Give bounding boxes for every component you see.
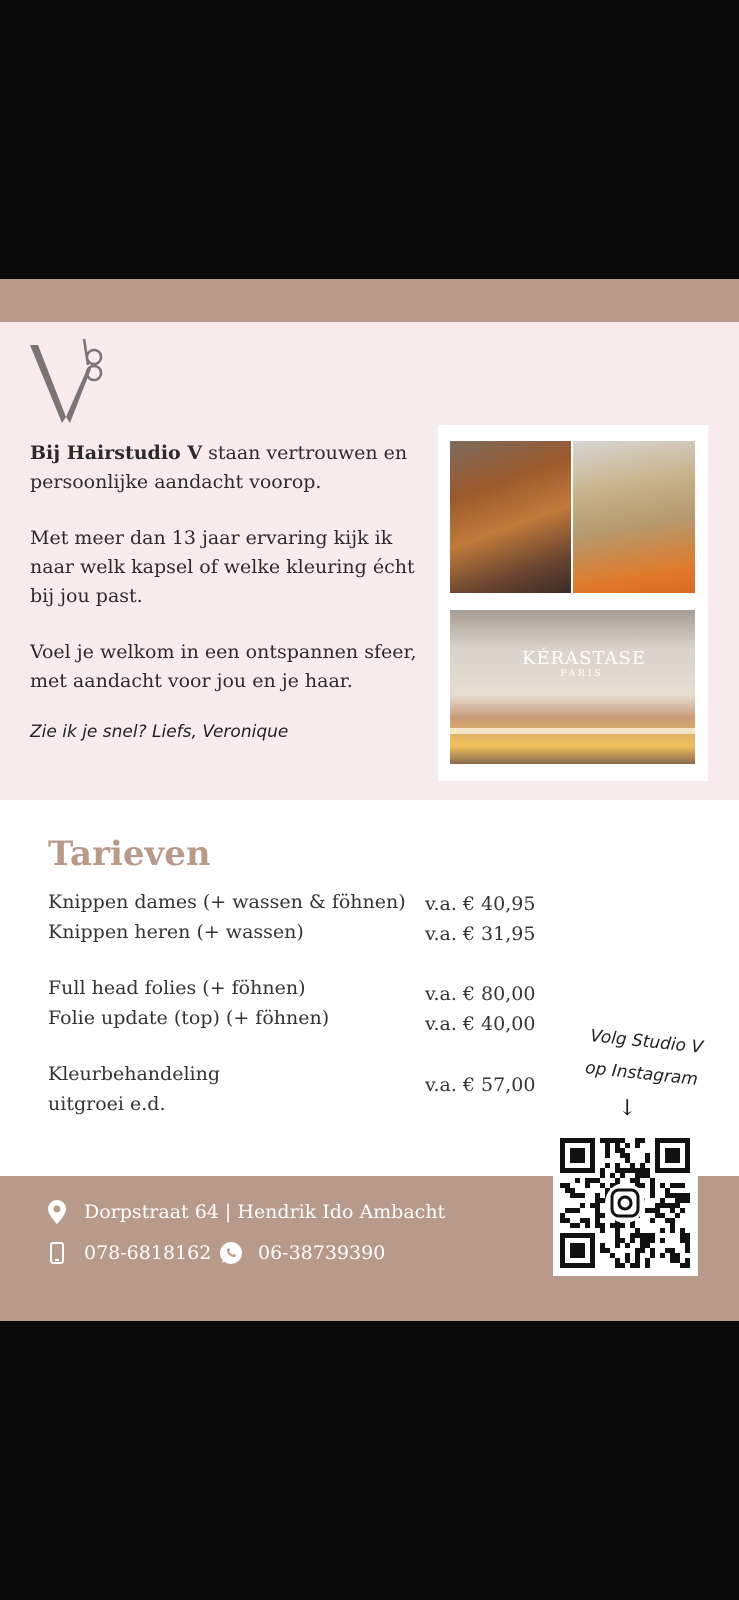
photo-collage [438,425,708,781]
qr-code-icon [553,1131,698,1276]
price-label-1: Knippen dames (+ wassen & föhnen) [48,891,406,913]
prices-title: Tarieven [48,834,211,874]
price-value-2: v.a. € 31,95 [425,923,536,945]
price-label-5b: uitgroei e.d. [48,1093,166,1115]
kerastase-sign [522,648,646,679]
location-pin-icon [48,1200,66,1224]
price-label-4: Folie update (top) (+ föhnen) [48,1007,330,1029]
hair-photo-1 [450,441,571,593]
salon-photo [450,610,695,764]
instagram-cta-1: Volg Studio V [589,1026,704,1058]
price-label-5: Kleurbehandeling [48,1063,221,1085]
intro-paragraph-2: Met meer dan 13 jaar ervaring kijk ik naar welk kapsel of welke kleuring écht bij jou past. [30,527,415,607]
price-label-2: Knippen heren (+ wassen) [48,921,304,943]
top-band [0,279,739,322]
hair-photo-2 [573,441,695,593]
brand-name: Bij Hairstudio V [30,442,203,464]
intro-paragraph-3: Voel je welkom in een ontspannen sfeer, met aandacht voor jou en je haar. [30,641,417,692]
phone-number[interactable]: 078-6818162 [84,1242,212,1264]
signature: Zie ik je snel? Liefs, Veronique [30,722,289,742]
flyer [0,279,739,1321]
intro-text [30,439,420,723]
arrow-down-icon: ↓ [618,1096,637,1121]
instagram-cta-2: op Instagram [584,1058,699,1090]
price-label-3: Full head folies (+ föhnen) [48,977,306,999]
phone-icon [50,1242,64,1264]
intro-paragraph-1: staan vertrouwen en persoonlijke aandacht voorop. [30,442,408,493]
kerastase-sub: PARIS [560,669,604,679]
scissors-v-logo-icon [28,337,114,427]
kerastase-brand: KÉRASTASE [522,648,646,669]
whatsapp-number[interactable]: 06-38739390 [258,1242,386,1264]
instagram-qr-code[interactable] [553,1131,698,1276]
price-value-5: v.a. € 57,00 [425,1074,536,1096]
price-value-4: v.a. € 40,00 [425,1013,536,1035]
price-value-1: v.a. € 40,95 [425,893,536,915]
intro-section [0,322,739,800]
address: Dorpstraat 64 | Hendrik Ido Ambacht [84,1201,446,1223]
price-value-3: v.a. € 80,00 [425,983,536,1005]
whatsapp-icon [219,1241,243,1265]
shelf [450,728,695,734]
